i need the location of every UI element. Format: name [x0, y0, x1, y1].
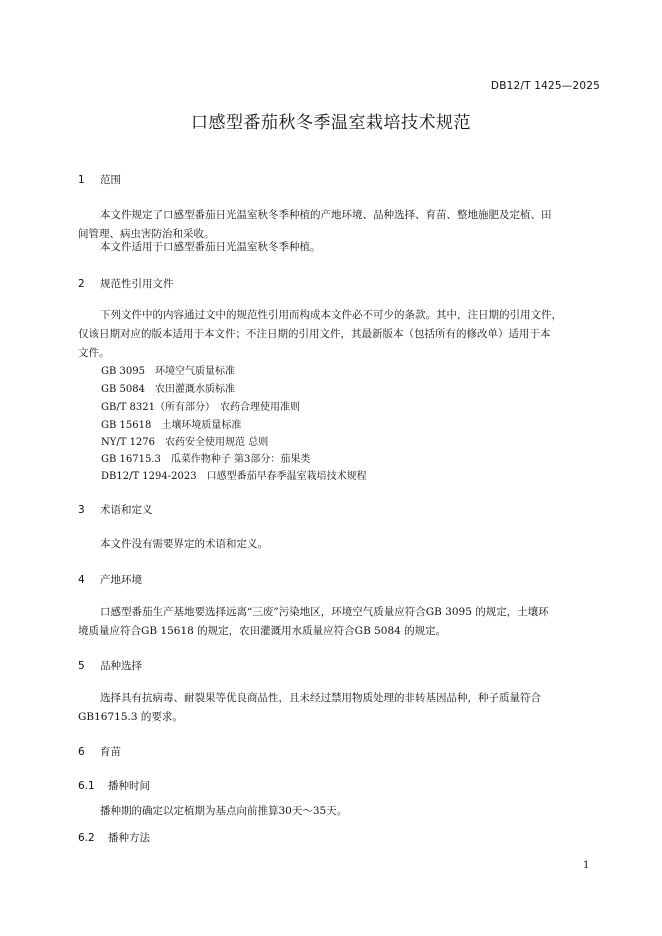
- paragraph-line: 下列文件中的内容通过文中的规范性引用而构成本文件必不可少的条款。其中，注日期的引用文件，: [100, 309, 562, 321]
- section-title: 产地环境: [100, 574, 142, 586]
- section-4-paragraph: [78, 603, 598, 641]
- section-4-heading: [78, 572, 142, 587]
- paragraph-line: 选择具有抗病毒、耐裂果等优良商品性，且未经过禁用物质处理的非转基因品种，种子质量符合: [100, 692, 541, 704]
- section-3-paragraph: 本文件没有需要界定的术语和定义。: [100, 538, 268, 550]
- section-5-heading: [78, 658, 142, 673]
- reference-item: GB 16715.3 瓜菜作物种子 第3部分：茄果类: [101, 454, 311, 465]
- section-1-heading: [78, 172, 121, 187]
- section-number: 6: [78, 746, 85, 758]
- section-1-paragraph-2: 本文件适用于口感型番茄日光温室秋冬季种植。: [100, 241, 321, 253]
- subsection-6-1-heading: [78, 778, 150, 793]
- subsection-number: 6.2: [78, 832, 95, 844]
- paragraph-line: 间管理、病虫害防治和采收。: [78, 228, 215, 240]
- section-title: 品种选择: [100, 660, 142, 672]
- section-number: 1: [78, 174, 85, 186]
- paragraph-line: 本文件规定了口感型番茄日光温室秋冬季种植的产地环境、品种选择、育苗、整地施肥及定植、田: [100, 209, 552, 221]
- paragraph-line: 口感型番茄生产基地要选择远离“三废”污染地区，环境空气质量应符合GB 3095 的规定，土壤环: [100, 606, 549, 618]
- document-title: 口感型番茄秋冬季温室栽培技术规范: [191, 113, 471, 133]
- paragraph-line: 文件。: [78, 347, 110, 359]
- reference-item: GB/T 8321（所有部分） 农药合理使用准则: [101, 402, 301, 413]
- section-number: 5: [78, 660, 85, 672]
- section-number: 4: [78, 574, 85, 586]
- reference-item: GB 15618 土壤环境质量标准: [101, 420, 242, 431]
- page-number: 1: [583, 860, 590, 871]
- reference-item: DB12/T 1294-2023 口感型番茄早春季温室栽培技术规程: [101, 471, 367, 482]
- section-title: 育苗: [100, 746, 121, 758]
- standard-number: DB12/T 1425—2025: [490, 80, 600, 92]
- section-title: 术语和定义: [100, 504, 153, 516]
- subsection-6-2-heading: [78, 830, 150, 845]
- reference-item: NY/T 1276 农药安全使用规范 总则: [101, 437, 269, 448]
- subsection-6-1-paragraph: 播种期的确定以定植期为基点向前推算30天～35天。: [100, 805, 348, 817]
- subsection-title: 播种方法: [108, 832, 150, 844]
- subsection-title: 播种时间: [108, 780, 150, 792]
- section-2-paragraph: [78, 306, 598, 363]
- section-title: 规范性引用文件: [100, 278, 174, 290]
- paragraph-line: 仅该日期对应的版本适用于本文件；不注日期的引用文件，其最新版本（包括所有的修改单）适用于本: [78, 328, 551, 340]
- reference-item: GB 5084 农田灌溉水质标准: [101, 384, 235, 395]
- paragraph-line: 境质量应符合GB 15618 的规定，农田灌溉用水质量应符合GB 5084 的规定。: [78, 625, 447, 637]
- section-5-paragraph: [78, 689, 598, 727]
- section-2-heading: [78, 276, 174, 291]
- section-number: 3: [78, 504, 85, 516]
- reference-item: GB 3095 环境空气质量标准: [101, 366, 235, 377]
- subsection-number: 6.1: [78, 780, 95, 792]
- section-3-heading: [78, 502, 153, 517]
- section-number: 2: [78, 278, 85, 290]
- paragraph-line: GB16715.3 的要求。: [78, 711, 183, 723]
- section-title: 范围: [100, 174, 121, 186]
- section-6-heading: [78, 744, 121, 759]
